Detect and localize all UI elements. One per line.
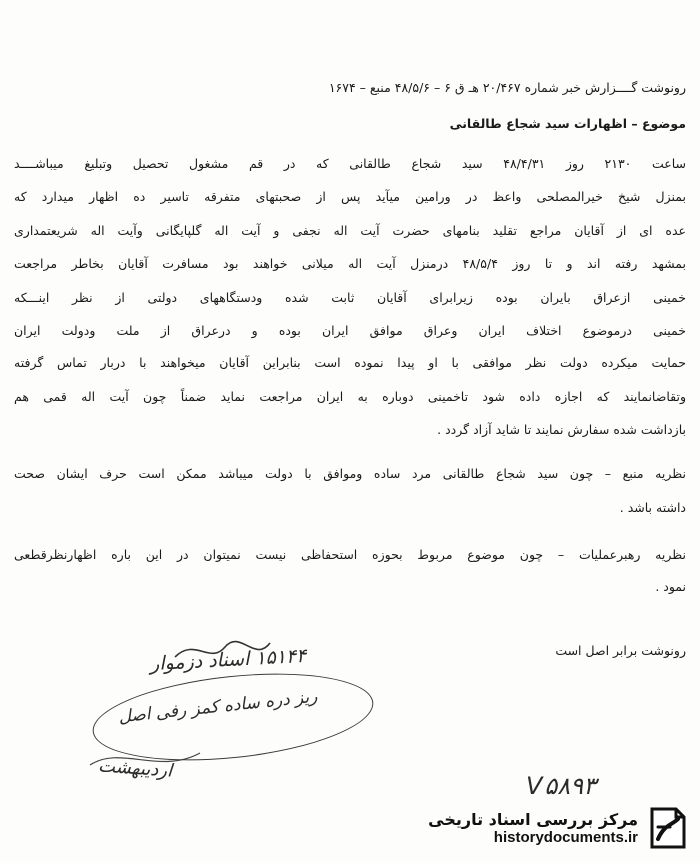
watermark-text <box>428 810 638 846</box>
operations-opinion: نظریه رهبرعملیات – چون موضوع مربوط بحوزه استحفاظی نیست نمیتوان در این باره اظهارنظرقطعی <box>14 547 686 562</box>
source-opinion: نظریه منبع – چون سید شجاع طالقانی مرد ساده وموافق با دولت میباشد ممکن است حرف ایشان صحت <box>14 466 686 481</box>
stamp-text: ریز دره ساده کمز رفی اصل <box>117 686 319 728</box>
body-line: خمینی ازعراق بایران بوده زیرابرای آقایان ثابت شده ودستگاههای دولتی از نظر اینـــکه <box>14 290 686 305</box>
report-header: رونوشت گــــزارش خبر شماره ۲۰/۴۶۷ هـ ق ۶ – ۴۸/۵/۶ منبع – ۱۶۷۴ <box>328 80 686 95</box>
body-line: ساعت ۲۱۳۰ روز ۴۸/۴/۳۱ سید شجاع طالقانی که در قم مشغول تحصیل وتبلیغ میباشــــد <box>14 156 686 171</box>
body-line: عده ای از آقایان مراجع تقلید بنامهای حضرت آیت اله نجفی و آیت اله گلپایگانی وآیت اله شریعتمداری <box>14 223 686 238</box>
handwritten-note: اردیبهشت <box>97 755 173 782</box>
body-line: بمنزل شیخ خیرالمصلحی واعظ در ورامین میآید پس از صحبتهای متفرقه تاسیر ده اظهار میدارد که <box>14 189 686 204</box>
handwritten-signature: ۱۵۱۴۴ اسناد دزموار <box>149 644 307 676</box>
watermark-title: مرکز بررسی اسناد تاریخی <box>428 810 638 829</box>
archive-logo-icon <box>646 803 690 853</box>
document-number: V۵۸۹۳ <box>526 772 596 800</box>
body-line: حمایت میکرده دولت نظر موافقی با او پیدا نموده است بنابراین آقایان میخواهند با دربار تماس گرفته <box>14 355 686 370</box>
source-opinion-cont: داشته باشد . <box>619 500 686 515</box>
certified-copy-line: رونوشت برابر اصل است <box>555 643 686 658</box>
body-line: وتقاضانمایند که اجازه داده شود تاخمینی دوباره به ایران مراجعت نماید ضمناً چون آیت اله قمی هم <box>14 389 686 404</box>
operations-opinion-cont: نمود . <box>655 579 686 594</box>
subject-line: موضوع – اظهارات سید شجاع طالقانی <box>449 116 686 131</box>
watermark-url: historydocuments.ir <box>493 829 638 846</box>
watermark <box>428 803 690 853</box>
body-line: خمینی درموضوع اختلاف ایران وعراق موافق ایران بوده و درعراق از ملت ودولت ایران <box>14 323 686 338</box>
body-line: بازداشت شده سفارش نمایند تا شاید آزاد گردد . <box>437 422 686 437</box>
body-line: بمشهد رفته اند و تا روز ۴۸/۵/۴ درمنزل آیت اله میلانی خواهند بود مسافرت آقایان بخاطر مراجعت <box>14 256 686 271</box>
